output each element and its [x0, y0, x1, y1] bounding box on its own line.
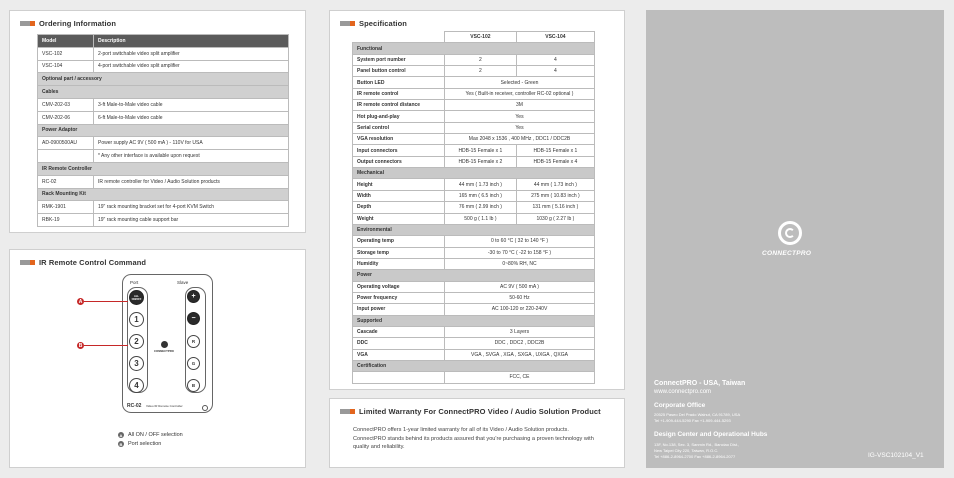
ordering-desc-cell: IR remote controller for Video / Audio Solution products	[94, 175, 289, 188]
spec-row	[353, 304, 595, 315]
spec-value-cell: 3M	[445, 100, 595, 111]
spec-label-cell: IR remote control	[353, 88, 445, 99]
ordering-model-cell: CMV-202-03	[38, 98, 94, 111]
remote-panel	[9, 249, 306, 468]
ordering-desc-cell: Power supply AC 9V ( 500 mA ) - 110V for USA	[94, 137, 289, 150]
ordering-row	[38, 60, 289, 73]
connectpro-logo-icon	[778, 221, 802, 245]
spec-value-104-cell: 4	[516, 54, 594, 65]
spec-value-104-cell: 1030 g ( 2.27 lb )	[516, 213, 594, 224]
spec-section-cell: Supported	[353, 315, 595, 326]
spec-section-row	[353, 315, 595, 326]
spec-value-104-cell: HDB-15 Female x 4	[516, 156, 594, 167]
brand-logo-icon	[161, 341, 168, 348]
ordering-model-cell: Model	[38, 35, 94, 48]
ordering-section-row	[38, 188, 289, 201]
spec-value-cell: FCC, CE	[445, 372, 595, 383]
legend-a-icon: A	[119, 432, 123, 438]
ordering-panel	[9, 10, 306, 233]
ordering-model-cell	[38, 150, 94, 163]
spec-row	[353, 213, 595, 224]
ordering-row	[38, 150, 289, 163]
company-name: ConnectPRO - USA, Taiwan	[654, 380, 746, 387]
website: www.connectpro.com	[654, 389, 712, 395]
ordering-section-cell: Optional part / accessory	[38, 73, 289, 86]
spec-label-cell: Input power	[353, 304, 445, 315]
ordering-model-cell: CMV-202-06	[38, 111, 94, 124]
spec-section-cell: Certification	[353, 360, 595, 371]
spec-row	[353, 156, 595, 167]
ordering-row	[38, 111, 289, 124]
spec-title: Specification	[359, 19, 407, 28]
section-marker-icon	[20, 21, 30, 26]
spec-value-cell: 3 Layers	[445, 326, 595, 337]
ordering-section-row	[38, 162, 289, 175]
back-cover	[646, 10, 944, 468]
spec-label-cell: Panel button control	[353, 66, 445, 77]
spec-value-104-cell: 275 mm ( 10.83 inch )	[516, 190, 594, 201]
marker-b-icon: B	[78, 342, 83, 349]
spec-section-cell: Power	[353, 270, 595, 281]
spec-value-102-cell: 2	[445, 66, 517, 77]
ordering-desc-cell: 19" rack mounting bracket set for 4-port KVM Switch	[94, 201, 289, 214]
spec-section-row	[353, 43, 595, 54]
spec-row	[353, 66, 595, 77]
spec-row	[353, 54, 595, 65]
legend-a	[118, 432, 183, 438]
section-marker-icon	[340, 409, 350, 414]
ordering-desc-cell: * Any other interface is available upon request	[94, 150, 289, 163]
warranty-header	[340, 407, 601, 416]
spec-value-104-cell: 44 mm ( 1.73 inch )	[516, 179, 594, 190]
ordering-model-cell: RBK-19	[38, 214, 94, 227]
spec-col-vsc104: VSC-104	[516, 32, 594, 43]
ordering-section-row	[38, 86, 289, 99]
ordering-section-cell: Power Adaptor	[38, 124, 289, 137]
spec-header	[340, 19, 407, 28]
spec-row	[353, 338, 595, 349]
slave-r-button[interactable]: R	[187, 335, 200, 348]
spec-label-cell: Input connectors	[353, 145, 445, 156]
ordering-desc-cell: 4-port switchable video split amplifier	[94, 60, 289, 73]
spec-section-cell: Mechanical	[353, 168, 595, 179]
ordering-row	[38, 175, 289, 188]
all-on-off-button[interactable]: ALL ON/OFF	[129, 290, 144, 305]
remote-controller	[122, 274, 213, 413]
ordering-section-cell: Cables	[38, 86, 289, 99]
spec-value-cell: 50-60 Hz	[445, 292, 595, 303]
spec-row	[353, 349, 595, 360]
spec-value-cell: Yes	[445, 122, 595, 133]
remote-model: RC-02	[127, 403, 142, 409]
spec-label-cell	[353, 372, 445, 383]
spec-value-cell: AC 100-120 or 220-240V	[445, 304, 595, 315]
logo-text: CONNECTPRO	[762, 250, 812, 257]
legend-a-text: All ON / OFF selection	[128, 432, 183, 438]
spec-section-cell: Environmental	[353, 224, 595, 235]
spec-value-cell: Selected - Green	[445, 77, 595, 88]
spec-value-104-cell: 4	[516, 66, 594, 77]
spec-section-row	[353, 360, 595, 371]
spec-value-cell: Yes ( Built-in receiver, controller RC-02 optional )	[445, 88, 595, 99]
spec-value-102-cell: HDB-15 Female x 1	[445, 145, 517, 156]
marker-b-line	[84, 345, 128, 346]
spec-label-cell: IR remote control distance	[353, 100, 445, 111]
ordering-table	[37, 34, 289, 227]
spec-label-cell: Operating voltage	[353, 281, 445, 292]
spec-label-cell: Humidity	[353, 258, 445, 269]
ordering-row	[38, 137, 289, 150]
spec-value-cell: AC 9V ( 500 mA )	[445, 281, 595, 292]
spec-table	[352, 31, 595, 384]
marker-a-icon: A	[78, 298, 83, 305]
spec-row	[353, 122, 595, 133]
spec-section-cell: Functional	[353, 43, 595, 54]
remote-header	[20, 258, 146, 267]
legend-b-icon: B	[119, 441, 123, 447]
legend-b-text: Port selection	[128, 441, 162, 447]
ordering-section-cell: IR Remote Controller	[38, 162, 289, 175]
spec-label-cell: Power frequency	[353, 292, 445, 303]
spec-row	[353, 258, 595, 269]
design-addr2: New Taipei City 220, Taiwan, R.O.C.	[654, 448, 719, 453]
slave-b-button[interactable]: B	[187, 379, 200, 392]
ordering-model-cell: AD-0900500AU	[38, 137, 94, 150]
remote-title: IR Remote Control Command	[39, 258, 147, 267]
warranty-body: ConnectPRO offers 1-year limited warranty for all of its Video / Audio Solution products. ConnectPRO stands behind its products assured that you're purchasing a proven technology with quality and reliability.	[353, 427, 594, 451]
ordering-desc-cell: 2-port switchable video split amplifier	[94, 47, 289, 60]
spec-value-cell: DDC , DDC2 , DDC2B	[445, 338, 595, 349]
ordering-desc-cell: Description	[94, 35, 289, 48]
spec-section-row	[353, 168, 595, 179]
section-marker-icon	[340, 21, 350, 26]
spec-row	[353, 372, 595, 383]
ordering-desc-cell: 6-ft Male-to-Male video cable	[94, 111, 289, 124]
ordering-section-row	[38, 73, 289, 86]
design-addr1: 13F, No.138, Sec. 3, Sanmin Rd., Banciao Dist.,	[654, 442, 740, 447]
spec-value-102-cell: 76 mm ( 2.99 inch )	[445, 202, 517, 213]
spec-value-cell: 0~80% RH, NC	[445, 258, 595, 269]
port-2-button[interactable]: 2	[129, 334, 144, 349]
design-title: Design Center and Operational Hubs	[654, 431, 768, 438]
spec-label-cell: Hot plug-and-play	[353, 111, 445, 122]
ordering-model-cell: VSC-102	[38, 47, 94, 60]
remote-brand: CONNECTPRO	[154, 349, 174, 353]
ordering-model-cell: VSC-104	[38, 60, 94, 73]
spec-label-cell: System port number	[353, 54, 445, 65]
spec-value-cell: Max 2048 x 1536 , 400 MHz , DDC1 / DDC2B	[445, 134, 595, 145]
spec-label-cell: Serial control	[353, 122, 445, 133]
spec-label-cell: VGA	[353, 349, 445, 360]
spec-row	[353, 111, 595, 122]
ordering-desc-cell: 3-ft Male-to-Male video cable	[94, 98, 289, 111]
spec-label-cell: Output connectors	[353, 156, 445, 167]
spec-panel	[329, 10, 625, 390]
spec-row	[353, 77, 595, 88]
spec-value-cell: -30 to 70 °C ( -22 to 158 °F )	[445, 247, 595, 258]
corp-title: Corporate Office	[654, 402, 706, 409]
doc-code: IG-VSC102104_V1	[868, 452, 924, 459]
marker-a-line	[84, 301, 128, 302]
spec-section-row	[353, 270, 595, 281]
port-3-button[interactable]: 3	[129, 356, 144, 371]
spec-section-row	[353, 224, 595, 235]
spec-row	[353, 190, 595, 201]
spec-label-cell: Width	[353, 190, 445, 201]
ordering-model-cell: RC-02	[38, 175, 94, 188]
spec-label-cell: Storage temp	[353, 247, 445, 258]
design-tel: Tel +886-2-8964-2700 Fax +886-2-8964-2077	[654, 454, 736, 459]
spec-label-cell: Height	[353, 179, 445, 190]
spec-row	[353, 179, 595, 190]
spec-value-102-cell: 44 mm ( 1.73 inch )	[445, 179, 517, 190]
spec-value-102-cell: HDB-15 Female x 2	[445, 156, 517, 167]
slave-minus-button[interactable]: −	[187, 312, 200, 325]
ordering-header-row	[38, 35, 289, 48]
spec-corner-cell	[353, 32, 445, 43]
ordering-section-cell: Rack Mounting Kit	[38, 188, 289, 201]
spec-value-102-cell: 2	[445, 54, 517, 65]
spec-row	[353, 281, 595, 292]
spec-label-cell: Button LED	[353, 77, 445, 88]
ordering-header	[20, 19, 116, 28]
warranty-panel	[329, 398, 625, 468]
slave-g-button[interactable]: G	[187, 357, 200, 370]
slave-label: Slave	[177, 280, 189, 285]
port-label: Port	[130, 280, 139, 285]
legend-b	[118, 441, 161, 447]
spec-label-cell: Depth	[353, 202, 445, 213]
ordering-desc-cell: 19" rack mounting cable support bar	[94, 214, 289, 227]
ordering-row	[38, 98, 289, 111]
section-marker-icon	[20, 260, 30, 265]
spec-value-cell: VGA , SVGA , XGA , SXGA , UXGA , QXGA	[445, 349, 595, 360]
spec-label-cell: Weight	[353, 213, 445, 224]
spec-value-104-cell: 131 mm ( 5.16 inch )	[516, 202, 594, 213]
spec-row	[353, 292, 595, 303]
slave-plus-button[interactable]: +	[187, 290, 200, 303]
spec-value-104-cell: HDB-15 Female x 1	[516, 145, 594, 156]
port-1-button[interactable]: 1	[129, 312, 144, 327]
remote-model-desc: Video IR Remote Controller	[146, 404, 183, 408]
warranty-title: Limited Warranty For ConnectPRO Video / Audio Solution Product	[359, 407, 601, 416]
port-4-button[interactable]: 4	[129, 378, 144, 393]
ordering-row	[38, 214, 289, 227]
spec-row	[353, 326, 595, 337]
spec-row	[353, 145, 595, 156]
spec-row	[353, 202, 595, 213]
ordering-section-row	[38, 124, 289, 137]
spec-label-cell: VGA resolution	[353, 134, 445, 145]
spec-value-cell: 0 to 60 °C ( 32 to 140 °F )	[445, 236, 595, 247]
spec-row	[353, 247, 595, 258]
spec-value-102-cell: 500 g ( 1.1 lb )	[445, 213, 517, 224]
spec-row	[353, 88, 595, 99]
spec-row	[353, 236, 595, 247]
spec-header-row	[353, 32, 595, 43]
spec-label-cell: Cascade	[353, 326, 445, 337]
spec-col-vsc102: VSC-102	[445, 32, 517, 43]
ordering-model-cell: RMK-1901	[38, 201, 94, 214]
ir-sensor-icon	[202, 405, 208, 411]
spec-row	[353, 100, 595, 111]
spec-value-102-cell: 165 mm ( 6.5 inch )	[445, 190, 517, 201]
spec-row	[353, 134, 595, 145]
spec-label-cell: Operating temp	[353, 236, 445, 247]
corp-tel: Tel +1-909-444-5290 Fax +1-909-444-5293	[654, 418, 731, 423]
corp-addr: 20525 Paseo Del Prado Walnut, CA 91789, USA	[654, 412, 741, 417]
ordering-row	[38, 47, 289, 60]
ordering-title: Ordering Information	[39, 19, 116, 28]
spec-label-cell: DDC	[353, 338, 445, 349]
ordering-row	[38, 201, 289, 214]
spec-value-cell: Yes	[445, 111, 595, 122]
